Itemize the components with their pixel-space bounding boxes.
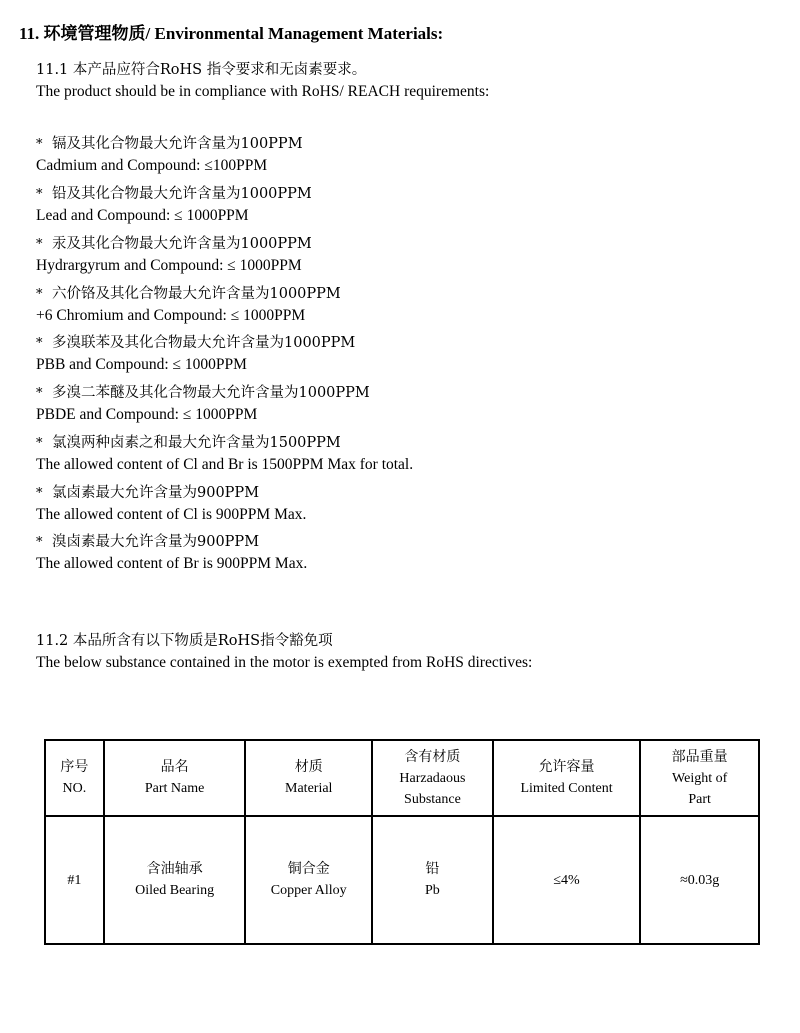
cell-part-cn: 含油轴承 <box>146 862 203 877</box>
header-part-name <box>104 740 246 816</box>
table-row <box>45 816 759 944</box>
header-no-cn: 序号 <box>60 760 89 775</box>
cell-limit-text: ≤4% <box>553 872 580 888</box>
requirement-cn <box>36 182 312 203</box>
cell-material <box>245 816 372 944</box>
requirement-cn-text: 多溴联苯及其化合物最大允许含量为1000PPM <box>52 335 356 351</box>
table-header-row <box>45 740 759 816</box>
cell-weight <box>640 816 759 944</box>
section-heading: 11. 环境管理物质/ Environmental Management Materials: <box>19 24 444 43</box>
bullet-icon: * <box>36 137 43 152</box>
header-substance-en-2: Substance <box>404 791 461 807</box>
section-2-title-cn: 11.2 本品所含有以下物质是RoHS指令豁免项 <box>36 633 333 649</box>
cell-no <box>45 816 104 944</box>
requirement-en: PBB and Compound: ≤ 1000PPM <box>36 356 247 373</box>
bullet-icon: * <box>36 336 43 351</box>
header-weight-en-1: Weight of <box>672 770 728 786</box>
requirement-en: The allowed content of Br is 900PPM Max. <box>36 555 308 572</box>
requirement-cn-text: 多溴二苯醚及其化合物最大允许含量为1000PPM <box>52 385 370 401</box>
requirement-cn-text: 溴卤素最大允许含量为900PPM <box>52 534 260 550</box>
requirement-cn-text: 六价铬及其化合物最大允许含量为1000PPM <box>52 286 341 302</box>
header-hazardous-substance <box>372 740 493 816</box>
header-weight-cn: 部品重量 <box>671 749 728 765</box>
cell-limit <box>493 816 641 944</box>
header-limited-content <box>493 740 641 816</box>
bullet-icon: * <box>36 535 43 550</box>
bullet-icon: * <box>36 486 43 501</box>
exemption-table <box>44 739 760 945</box>
requirement-cn <box>36 331 355 352</box>
header-no-en: NO. <box>62 781 87 796</box>
requirement-cn-text: 汞及其化合物最大允许含量为1000PPM <box>52 236 312 252</box>
header-material <box>245 740 372 816</box>
header-limit-cn: 允许容量 <box>538 760 595 775</box>
cell-substance-en: Pb <box>425 883 440 898</box>
requirement-en: Cadmium and Compound: ≤100PPM <box>36 157 268 174</box>
bullet-icon: * <box>36 237 43 252</box>
header-material-cn: 材质 <box>294 760 323 775</box>
header-material-en: Material <box>285 781 333 796</box>
requirement-cn <box>36 282 341 303</box>
bullet-icon: * <box>36 386 43 401</box>
requirement-cn <box>36 232 312 253</box>
requirement-en: PBDE and Compound: ≤ 1000PPM <box>36 406 258 423</box>
section-1-title-en: The product should be in compliance with RoHS/ REACH requirements: <box>36 83 490 100</box>
requirement-en: +6 Chromium and Compound: ≤ 1000PPM <box>36 307 306 324</box>
cell-material-cn: 铜合金 <box>287 862 330 877</box>
cell-no-text: #1 <box>67 872 82 888</box>
requirement-cn-text: 铅及其化合物最大允许含量为1000PPM <box>52 186 312 202</box>
header-part-name-en: Part Name <box>144 781 205 796</box>
section-1-title-cn: 11.1 本产品应符合RoHS 指令要求和无卤素要求。 <box>36 62 367 78</box>
requirement-en: The allowed content of Cl is 900PPM Max. <box>36 506 307 523</box>
section-2-title-en: The below substance contained in the motor is exempted from RoHS directives: <box>36 654 533 671</box>
bullet-icon: * <box>36 436 43 451</box>
cell-part-name <box>104 816 246 944</box>
header-part-name-cn: 品名 <box>160 760 189 775</box>
cell-part-en: Oiled Bearing <box>135 883 215 898</box>
requirement-cn <box>36 132 303 153</box>
requirement-en: Hydrargyrum and Compound: ≤ 1000PPM <box>36 257 302 274</box>
header-limit-en: Limited Content <box>520 781 613 796</box>
requirement-cn-text: 氯卤素最大允许含量为900PPM <box>52 485 260 501</box>
requirement-cn-text: 镉及其化合物最大允许含量为100PPM <box>52 136 303 152</box>
requirement-en: The allowed content of Cl and Br is 1500PPM Max for total. <box>36 456 414 473</box>
cell-substance <box>372 816 493 944</box>
requirement-cn <box>36 431 341 452</box>
bullet-icon: * <box>36 287 43 302</box>
cell-substance-cn: 铅 <box>425 862 440 877</box>
header-weight-en-2: Part <box>688 791 711 807</box>
requirement-cn <box>36 481 259 502</box>
header-weight-of-part <box>640 740 759 816</box>
requirement-cn <box>36 530 259 551</box>
requirement-cn-text: 氯溴两种卤素之和最大允许含量为1500PPM <box>52 435 341 451</box>
cell-weight-text: ≈0.03g <box>680 872 720 888</box>
cell-material-en: Copper Alloy <box>270 883 347 898</box>
requirement-cn <box>36 381 370 402</box>
header-substance-cn: 含有材质 <box>404 749 461 765</box>
header-substance-en-1: Harzadaous <box>399 770 466 786</box>
header-no <box>45 740 104 816</box>
requirement-en: Lead and Compound: ≤ 1000PPM <box>36 207 249 224</box>
bullet-icon: * <box>36 187 43 202</box>
